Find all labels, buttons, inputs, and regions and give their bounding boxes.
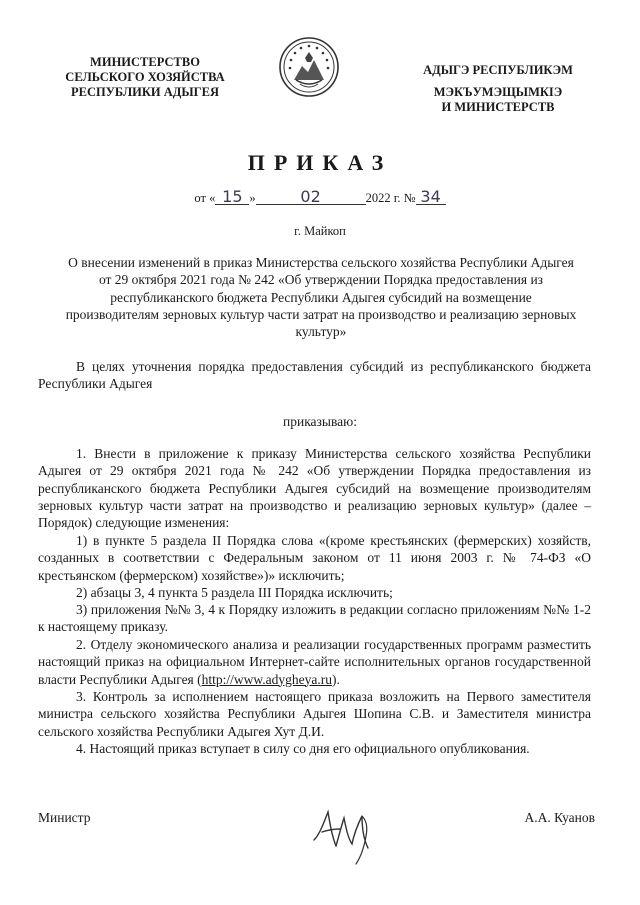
date-prefix: от « bbox=[194, 191, 216, 205]
ministry-adyghe-line-2: МЭКЪУМЭЩЫМКIЭ bbox=[433, 85, 563, 99]
order-item-2-text: 2. Отделу экономического анализа и реализации государственных программ разместить настоящий приказ на официальном Интернет-сайте исполнительных органов государственной власти Республики Адыгея ( bbox=[38, 637, 591, 687]
order-subitem-2: 2) абзацы 3, 4 пункта 5 раздела III Порядка исключить; bbox=[76, 585, 393, 600]
ministry-line-2: СЕЛЬСКОГО ХОЗЯЙСТВА bbox=[65, 70, 225, 84]
order-number: 34 bbox=[416, 190, 446, 205]
date-year: 2022 г. bbox=[365, 191, 401, 205]
order-item-1: 1. Внести в приложение к приказу Министерства сельского хозяйства Республики Адыгея от 29 октября 2021 года № 242 «Об утверждении Порядка предоставления из республиканского бюджета Республики Адыгея субсидий на возмещение производителям зерновых культур части затрат на производство и реализацию зерновых культур» (далее – Порядок) следующие изменения: bbox=[38, 446, 591, 531]
date-mid: » bbox=[249, 191, 256, 205]
coat-of-arms-emblem bbox=[278, 36, 340, 98]
order-number-label: № bbox=[403, 191, 416, 205]
date-month: 02 bbox=[256, 190, 366, 205]
order-date-line bbox=[0, 187, 640, 206]
signatory-position: Министр bbox=[38, 810, 91, 825]
order-subitem-1: 1) в пункте 5 раздела II Порядка слова «(кроме крестьянских (фермерских) хозяйств, созданных в соответствии с Федеральным законом от 11 июня 2003 г. № 74-ФЗ «О крестьянском (фермерском) хозяйстве»)» исключить; bbox=[38, 533, 591, 583]
ministry-name-adyghe bbox=[398, 63, 598, 115]
ministry-adyghe-line-1: АДЫГЭ РЕСПУБЛИКЭМ bbox=[423, 63, 573, 77]
city-name: г. Майкоп bbox=[294, 224, 346, 238]
ministry-line-3: РЕСПУБЛИКИ АДЫГЕЯ bbox=[70, 85, 220, 99]
ministry-adyghe-line-3: И МИНИСТЕРСТВ bbox=[441, 100, 555, 114]
document-title: ПРИКАЗ bbox=[247, 150, 393, 175]
signatory-name: А.А. Куанов bbox=[524, 810, 595, 825]
order-item-2-end: ). bbox=[332, 671, 340, 687]
date-day: 15 bbox=[215, 190, 249, 205]
order-item-3: 3. Контроль за исполнением настоящего приказа возложить на Первого заместителя министра сельского хозяйства Республики Адыгея Шопина С.В. и Заместителя министра сельского хозяйства Республики Адыгея Хут Д.И. bbox=[38, 689, 591, 739]
order-directive-word: приказываю: bbox=[283, 414, 357, 429]
order-item-4: 4. Настоящий приказ вступает в силу со дня его официального опубликования. bbox=[76, 741, 530, 756]
order-item-2 bbox=[38, 636, 591, 688]
ministry-line-1: МИНИСТЕРСТВО bbox=[90, 55, 200, 69]
website-link[interactable]: http://www.adygheya.ru bbox=[201, 671, 332, 687]
order-subject: О внесении изменений в приказ Министерства сельского хозяйства Республики Адыгея от 29 октября 2021 года № 242 «Об утверждении Порядка предоставления из республиканского бюджета Республики Адыгея субсидий на возмещение производителям зерновых культур части затрат на производство и реализацию зерновых культур» bbox=[65, 255, 577, 340]
order-subitem-3: 3) приложения №№ 3, 4 к Порядку изложить в редакции согласно приложениям №№ 1-2 к настоящему приказу. bbox=[38, 602, 591, 635]
preamble: В целях уточнения порядка предоставления субсидий из республиканского бюджета Республики Адыгея bbox=[38, 359, 591, 392]
header-spacer bbox=[398, 78, 598, 85]
ministry-name-russian bbox=[40, 55, 250, 100]
handwritten-signature bbox=[308, 796, 380, 868]
